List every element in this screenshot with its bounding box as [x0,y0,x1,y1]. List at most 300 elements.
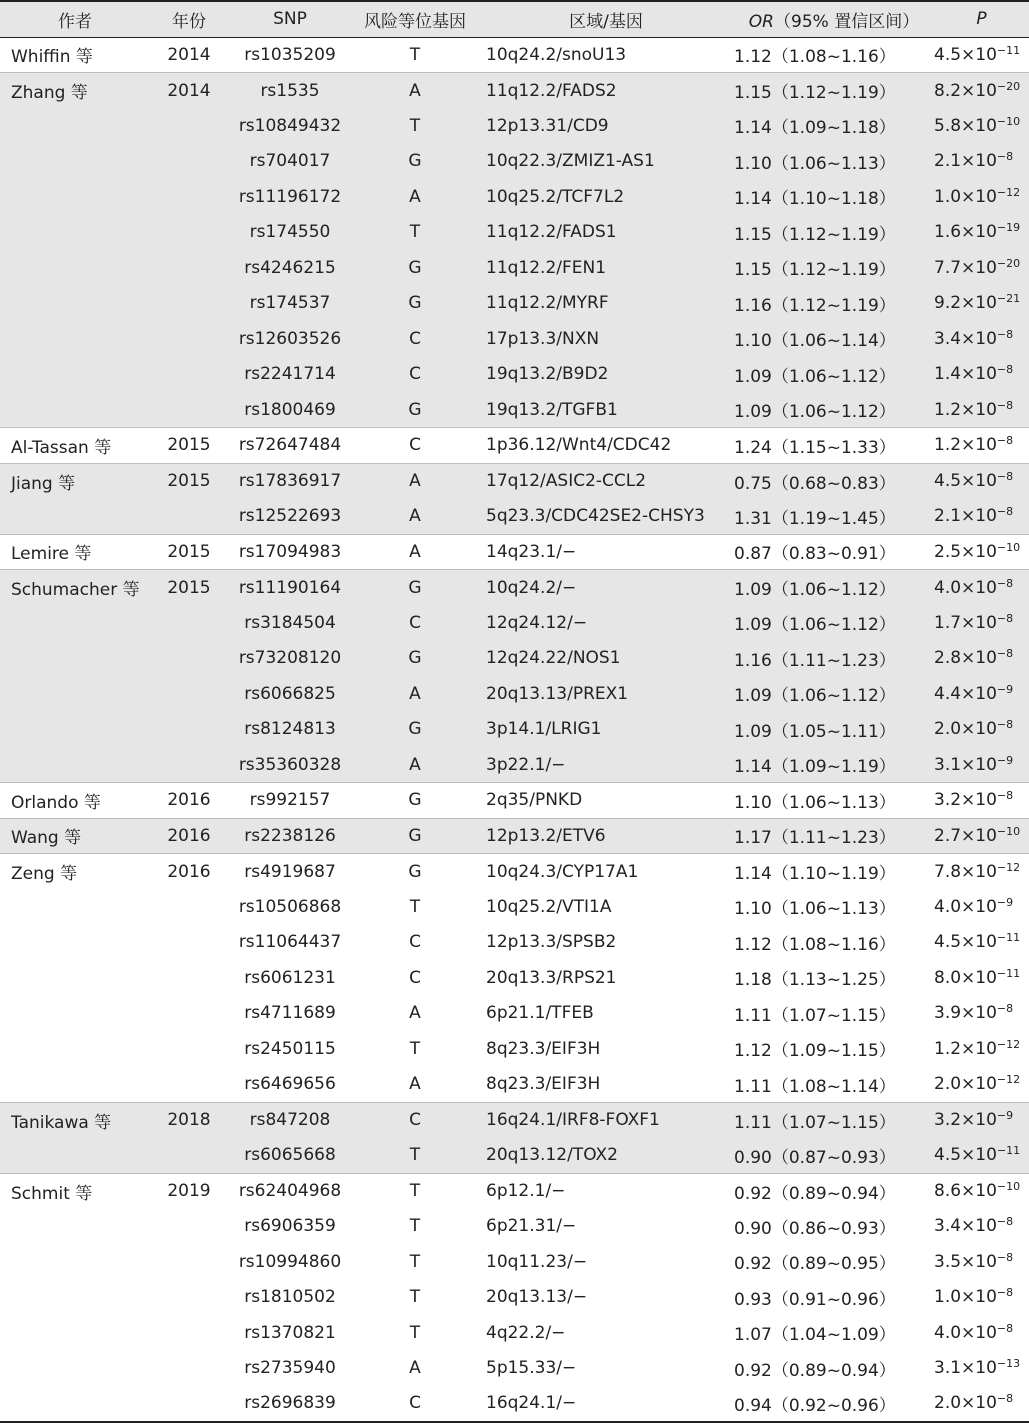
odds-ratio-cell: 1.14（1.10~1.18） [734,179,934,215]
region-gene-cell: 17p13.3/NXN [478,321,734,357]
year-cell: 2016 [150,818,228,854]
risk-allele-cell: T [409,1287,421,1308]
p-value-exponent: −8 [996,327,1014,341]
author-cell: Schumacher 等 [0,570,150,606]
p-value-cell [934,286,1029,322]
table-row [0,392,1029,428]
table-row [0,534,1029,570]
risk-allele-cell: C [409,967,421,988]
year-cell [150,392,228,428]
p-value-mantissa: 7.8×10 [934,861,997,882]
year-cell [150,925,228,961]
author-cell: Al-Tassan 等 [0,428,150,464]
header-year: 年份 [150,1,228,37]
table-row [0,73,1029,109]
odds-ratio-cell: 1.16（1.11~1.23） [734,641,934,677]
author-cell [0,925,150,961]
snp-cell: rs8124813 [228,712,352,748]
author-cell [0,392,150,428]
p-value-mantissa: 4.5×10 [934,1145,997,1165]
snp-cell: rs2238126 [228,818,352,854]
p-value-cell [934,570,1029,606]
snp-cell: rs17094983 [228,534,352,570]
header-p-value [934,1,1029,37]
p-value-cell [934,783,1029,819]
year-cell [150,215,228,251]
snp-cell: rs62404968 [228,1173,352,1209]
odds-ratio-cell: 1.12（1.08~1.16） [734,47,896,68]
table-row [0,570,1029,606]
p-value-cell [934,889,1029,925]
risk-allele-cell: T [409,1216,421,1237]
risk-allele-cell: G [352,286,478,322]
odds-ratio-cell: 0.94（0.92~0.96） [734,1386,934,1422]
snp-cell: rs17836917 [228,463,352,499]
odds-ratio-cell: 1.14（1.09~1.18） [734,108,934,144]
p-value-mantissa: 2.0×10 [934,719,997,740]
table-row [0,1315,1029,1351]
risk-allele-cell: A [352,676,478,712]
risk-allele-cell: C [352,1386,478,1422]
table-row [0,463,1029,499]
p-value-mantissa: 1.2×10 [934,435,997,456]
p-value-mantissa: 4.5×10 [934,471,997,491]
p-value-mantissa: 3.2×10 [934,790,997,811]
p-value-exponent: −12 [996,1072,1021,1086]
region-gene-cell: 10q25.2/VTI1A [486,896,612,917]
p-value-cell [934,676,1029,712]
region-gene-cell: 10q22.3/ZMIZ1-AS1 [478,144,734,180]
odds-ratio-cell: 1.11（1.08~1.14） [734,1076,896,1097]
header-snp: SNP [228,1,352,37]
risk-allele-cell: A [409,1003,421,1024]
header-or-label: OR [748,11,774,32]
p-value-exponent: −8 [996,434,1014,448]
region-gene-cell: 8q23.3/EIF3H [486,1074,601,1094]
table-row [0,1280,1029,1316]
p-value-mantissa: 2.0×10 [934,1393,997,1414]
odds-ratio-cell: 1.09（1.06~1.12） [734,676,934,712]
snp-cell: rs2696839 [228,1386,352,1422]
table-row [0,1031,1029,1067]
snp-cell: rs4919687 [228,854,352,890]
snp-cell: rs3184504 [228,605,352,641]
risk-allele-cell: A [352,747,478,783]
p-value-exponent: −8 [996,363,1014,377]
region-gene-cell: 2q35/PNKD [478,783,734,819]
author-cell [0,676,150,712]
region-gene-cell: 20q13.12/TOX2 [478,1138,734,1174]
odds-ratio-cell: 0.92（0.89~0.94） [734,1173,934,1209]
table-row [0,250,1029,286]
p-value-exponent: −8 [996,504,1014,518]
year-cell: 2018 [150,1102,228,1138]
author-cell: Schmit 等 [0,1173,150,1209]
p-value-mantissa: 1.7×10 [934,612,997,633]
region-gene-cell: 12q24.22/NOS1 [478,641,734,677]
year-cell [150,1209,228,1245]
odds-ratio-cell: 1.24（1.15~1.33） [734,428,934,464]
risk-allele-cell: T [409,44,421,65]
table-row [0,499,1029,535]
year-cell [150,996,228,1032]
region-gene-cell: 3p14.1/LRIG1 [478,712,734,748]
odds-ratio-cell: 1.14（1.09~1.19） [734,747,934,783]
p-value-cell [934,1102,1029,1138]
table-row [0,676,1029,712]
p-value-mantissa: 3.1×10 [934,754,997,775]
table-row [0,428,1029,464]
year-cell: 2016 [150,854,228,890]
p-value-mantissa: 1.0×10 [934,186,997,207]
risk-allele-cell: T [409,1322,421,1343]
table-row [0,889,1029,925]
year-cell [150,605,228,641]
p-value-exponent: −11 [996,931,1021,945]
table-row [0,108,1029,144]
p-value-cell [934,108,1029,144]
year-cell [150,1138,228,1174]
odds-ratio-cell: 1.07（1.04~1.09） [734,1325,896,1346]
p-value-exponent: −19 [996,221,1021,235]
odds-ratio-cell: 0.90（0.87~0.93） [734,1138,934,1174]
table-body [0,37,1029,1422]
region-gene-cell: 5p15.33/− [486,1358,577,1379]
risk-allele-cell: G [352,250,478,286]
p-value-cell [934,534,1029,570]
snp-cell: rs2450115 [244,1038,336,1059]
author-cell [0,108,150,144]
author-cell [0,889,150,925]
p-value-exponent: −20 [996,256,1021,270]
author-cell [0,1244,150,1280]
risk-allele-cell: A [352,534,478,570]
region-gene-cell: 8q23.3/EIF3H [486,1038,601,1059]
p-value-mantissa: 7.7×10 [934,257,997,278]
year-cell: 2015 [150,534,228,570]
p-value-exponent: −10 [996,540,1021,554]
risk-allele-cell: G [352,854,478,890]
snp-cell: rs6066825 [228,676,352,712]
odds-ratio-cell: 1.10（1.06~1.14） [734,321,934,357]
odds-ratio-cell: 1.15（1.12~1.19） [734,215,934,251]
year-cell [150,889,228,925]
odds-ratio-cell: 1.10（1.06~1.13） [734,899,896,920]
risk-allele-cell: A [352,179,478,215]
p-value-exponent: −12 [996,860,1021,874]
author-cell [0,641,150,677]
author-cell [0,321,150,357]
author-cell: Whiffin 等 [11,47,93,68]
table-row [0,960,1029,996]
table-row [0,1209,1029,1245]
region-gene-cell: 20q13.13/PREX1 [478,676,734,712]
odds-ratio-cell: 0.75（0.68~0.83） [734,463,934,499]
risk-allele-cell: C [352,321,478,357]
year-cell [150,1244,228,1280]
p-value-exponent: −8 [996,1392,1014,1406]
snp-cell: rs72647484 [228,428,352,464]
odds-ratio-cell: 0.92（0.89~0.95） [734,1254,896,1275]
header-risk-allele: 风险等位基因 [352,1,478,37]
snp-cell: rs6906359 [244,1216,336,1237]
header-author: 作者 [0,1,150,37]
p-value-cell [934,925,1029,961]
header-ci-label: （95% 置信区间） [774,11,920,32]
year-cell [150,357,228,393]
p-value-mantissa: 8.6×10 [934,1181,997,1201]
year-cell [150,960,228,996]
p-value-cell [934,37,1029,73]
odds-ratio-cell: 1.12（1.08~1.16） [734,934,896,955]
risk-allele-cell: G [352,818,478,854]
p-value-mantissa: 9.2×10 [934,293,997,314]
risk-allele-cell: G [352,783,478,819]
odds-ratio-cell: 1.11（1.07~1.15） [734,1005,896,1026]
author-cell [0,286,150,322]
author-cell [0,1351,150,1387]
p-value-exponent: −21 [996,292,1021,306]
risk-allele-cell: C [352,605,478,641]
year-cell [150,179,228,215]
p-value-mantissa: 4.0×10 [934,896,997,917]
author-cell: Tanikawa 等 [0,1102,150,1138]
odds-ratio-cell: 0.90（0.86~0.93） [734,1218,896,1239]
odds-ratio-cell: 1.10（1.06~1.13） [734,783,934,819]
year-cell [150,1031,228,1067]
odds-ratio-cell: 0.87（0.83~0.91） [734,534,934,570]
year-cell: 2015 [150,570,228,606]
odds-ratio-cell: 1.17（1.11~1.23） [734,818,934,854]
p-value-exponent: −9 [996,682,1014,696]
snp-cell: rs992157 [228,783,352,819]
p-value-cell [934,1351,1029,1387]
p-value-mantissa: 1.6×10 [934,222,997,243]
author-cell [0,1280,150,1316]
p-value-mantissa: 2.0×10 [934,1074,997,1094]
table-row [0,286,1029,322]
p-value-mantissa: 2.5×10 [934,541,997,562]
p-value-cell [934,747,1029,783]
region-gene-cell: 6p21.31/− [486,1216,577,1237]
author-cell [0,605,150,641]
author-cell [0,499,150,535]
risk-allele-cell: A [352,73,478,109]
odds-ratio-cell: 0.93（0.91~0.96） [734,1289,896,1310]
p-value-exponent: −8 [996,1250,1014,1264]
p-value-cell [934,712,1029,748]
p-value-exponent: −11 [996,966,1021,980]
p-value-mantissa: 3.1×10 [934,1358,997,1379]
risk-allele-cell: G [352,712,478,748]
region-gene-cell: 4q22.2/− [486,1322,566,1343]
region-gene-cell: 10q24.3/CYP17A1 [478,854,734,890]
p-value-mantissa: 3.5×10 [934,1251,997,1272]
table-row [0,925,1029,961]
p-value-exponent: −10 [996,824,1021,838]
snp-cell: rs1535 [228,73,352,109]
table-row [0,641,1029,677]
header-row [0,1,1029,37]
p-value-exponent: −8 [996,1002,1014,1016]
author-cell [0,1138,150,1174]
p-value-cell [934,144,1029,180]
author-cell [0,1386,150,1422]
p-value-exponent: −8 [996,576,1014,590]
p-value-mantissa: 1.2×10 [934,399,997,420]
table-row [0,747,1029,783]
author-cell [0,144,150,180]
author-cell [0,1209,150,1245]
p-value-exponent: −12 [996,1037,1021,1051]
p-value-exponent: −9 [996,895,1014,909]
p-value-mantissa: 2.1×10 [934,506,997,526]
author-cell: Orlando 等 [0,783,150,819]
p-value-exponent: −11 [996,43,1021,57]
odds-ratio-cell: 1.12（1.09~1.15） [734,1041,896,1062]
odds-ratio-cell: 1.09（1.06~1.12） [734,605,934,641]
p-value-cell [934,357,1029,393]
odds-ratio-cell: 1.09（1.06~1.12） [734,392,934,428]
table-row [0,179,1029,215]
p-value-cell [934,1173,1029,1209]
odds-ratio-cell: 1.15（1.12~1.19） [734,250,934,286]
odds-ratio-cell: 1.18（1.13~1.25） [734,970,896,991]
year-cell [150,144,228,180]
snp-cell: rs4711689 [244,1003,336,1024]
region-gene-cell: 20q13.3/RPS21 [486,967,617,988]
author-cell [0,1315,150,1351]
p-value-cell [934,641,1029,677]
table-row [0,1351,1029,1387]
snp-cell: rs174537 [228,286,352,322]
region-gene-cell: 14q23.1/− [478,534,734,570]
region-gene-cell: 11q12.2/FEN1 [478,250,734,286]
snp-cell: rs10506868 [238,896,342,917]
risk-allele-cell: A [352,463,478,499]
p-value-cell [934,1244,1029,1280]
header-odds-ratio [734,1,934,37]
region-gene-cell: 11q12.2/FADS1 [478,215,734,251]
risk-allele-cell: A [409,1074,421,1094]
table-row [0,1138,1029,1174]
table-row [0,215,1029,251]
snp-cell: rs1035209 [244,44,336,65]
p-value-exponent: −10 [996,1179,1021,1193]
snp-cell: rs1370821 [244,1322,336,1343]
region-gene-cell: 16q24.1/IRF8-FOXF1 [478,1102,734,1138]
odds-ratio-cell: 1.31（1.19~1.45） [734,499,934,535]
p-value-mantissa: 2.1×10 [934,151,997,172]
p-value-mantissa: 3.4×10 [934,328,997,349]
year-cell: 2015 [150,428,228,464]
p-value-cell [934,179,1029,215]
risk-allele-cell: G [352,144,478,180]
p-value-exponent: −8 [996,1286,1014,1300]
author-cell [0,1067,150,1103]
risk-allele-cell: T [409,1251,421,1272]
risk-allele-cell: A [409,1358,421,1379]
risk-allele-cell: C [352,428,478,464]
p-value-mantissa: 8.2×10 [934,80,997,101]
p-value-cell [934,1386,1029,1422]
author-cell [0,712,150,748]
risk-allele-cell: T [352,215,478,251]
risk-allele-cell: C [409,932,421,953]
year-cell [150,1067,228,1103]
p-value-exponent: −8 [996,150,1014,164]
snp-cell: rs11064437 [238,932,342,953]
region-gene-cell: 19q13.2/TGFB1 [478,392,734,428]
p-value-cell [934,1280,1029,1316]
p-value-mantissa: 1.4×10 [934,364,997,385]
region-gene-cell: 5q23.3/CDC42SE2-CHSY3 [478,499,734,535]
p-value-mantissa: 3.2×10 [934,1110,997,1130]
region-gene-cell: 12q24.12/− [478,605,734,641]
author-cell [0,960,150,996]
snp-cell: rs1810502 [244,1287,336,1308]
p-value-exponent: −10 [996,114,1021,128]
author-cell [0,996,150,1032]
region-gene-cell: 17q12/ASIC2-CCL2 [478,463,734,499]
year-cell: 2016 [150,783,228,819]
p-value-exponent: −8 [996,789,1014,803]
year-cell [150,712,228,748]
table-row [0,1102,1029,1138]
p-value-cell [934,73,1029,109]
p-value-mantissa: 4.0×10 [934,577,997,598]
p-value-exponent: −20 [996,79,1021,93]
year-cell: 2019 [150,1173,228,1209]
region-gene-cell: 1p36.12/Wnt4/CDC42 [478,428,734,464]
snp-cell: rs174550 [228,215,352,251]
region-gene-cell: 16q24.1/− [478,1386,734,1422]
p-value-mantissa: 4.5×10 [934,932,997,953]
header-p-label: P [976,9,987,30]
snp-cell: rs10994860 [238,1251,342,1272]
risk-allele-cell: C [352,1102,478,1138]
table-row [0,1067,1029,1103]
p-value-cell [934,1031,1029,1067]
p-value-mantissa: 4.0×10 [934,1322,997,1343]
snp-cell: rs11190164 [228,570,352,606]
year-cell: 2014 [150,73,228,109]
year-cell [150,641,228,677]
region-gene-cell: 12p13.31/CD9 [478,108,734,144]
region-gene-cell: 10q25.2/TCF7L2 [478,179,734,215]
year-cell [150,321,228,357]
p-value-exponent: −8 [996,718,1014,732]
table-row [0,1173,1029,1209]
p-value-mantissa: 3.4×10 [934,1216,997,1237]
table-row [0,854,1029,890]
risk-allele-cell: G [352,392,478,428]
p-value-mantissa: 4.5×10 [934,44,997,65]
p-value-mantissa: 2.8×10 [934,648,997,669]
risk-allele-cell: A [352,499,478,535]
risk-allele-cell: T [352,1173,478,1209]
p-value-exponent: −8 [996,1215,1014,1229]
table-header [0,1,1029,37]
odds-ratio-cell: 1.15（1.12~1.19） [734,73,934,109]
author-cell [0,1031,150,1067]
p-value-exponent: −11 [996,1143,1021,1157]
region-gene-cell: 20q13.13/− [486,1287,588,1308]
odds-ratio-cell: 1.14（1.10~1.19） [734,854,934,890]
snp-cell: rs847208 [228,1102,352,1138]
p-value-exponent: −8 [996,398,1014,412]
region-gene-cell: 19q13.2/B9D2 [478,357,734,393]
